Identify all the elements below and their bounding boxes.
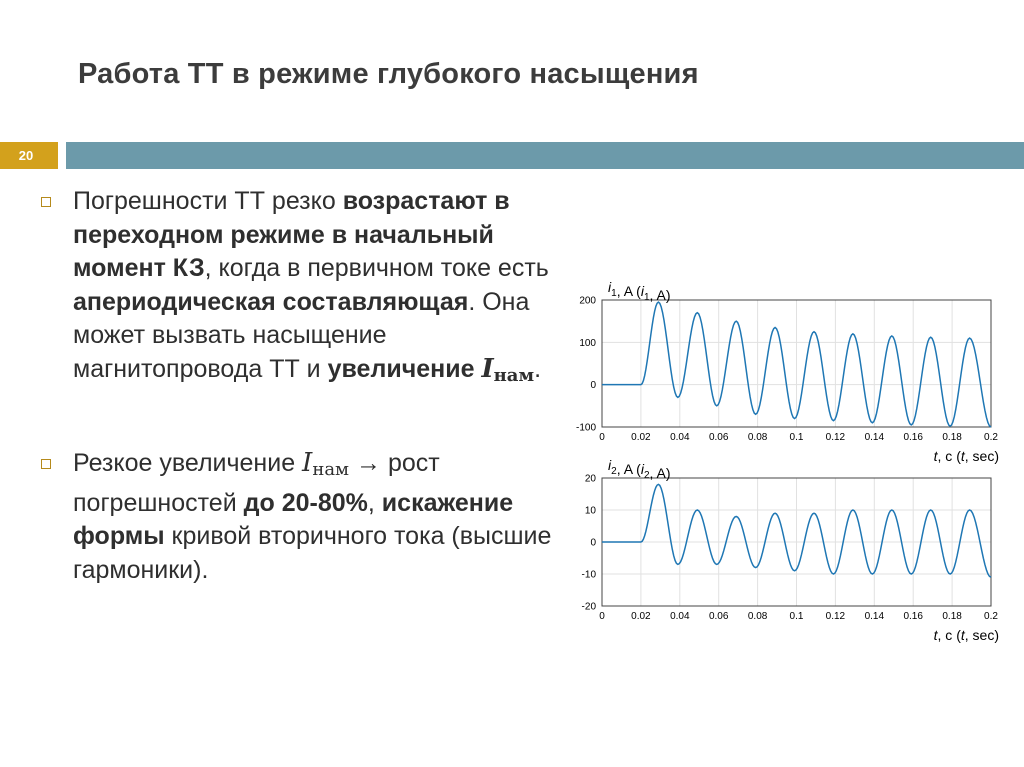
x-tick-label: 0 xyxy=(599,432,605,443)
slide-number: 20 xyxy=(18,148,34,163)
x-tick-label: 0.06 xyxy=(708,432,729,443)
x-axis-label: t, с (t, sec) xyxy=(933,627,999,643)
y-tick-label: 0 xyxy=(590,537,596,549)
b1-text-2: , когда в первичном токе есть xyxy=(204,254,549,282)
slide-number-badge xyxy=(0,142,58,169)
bullet-item-2 xyxy=(38,447,558,587)
b2-text-1: Резкое увеличение xyxy=(73,449,303,477)
slide-title: Работа ТТ в режиме глубокого насыщения xyxy=(78,58,699,90)
x-tick-label: 0.08 xyxy=(747,432,768,443)
x-tick-label: 0.12 xyxy=(825,611,846,622)
x-tick-label: 0.2 xyxy=(984,611,998,622)
x-tick-label: 0.14 xyxy=(864,611,885,622)
x-tick-label: 0.12 xyxy=(825,432,846,443)
x-tick-label: 0.04 xyxy=(670,611,690,622)
x-tick-label: 0.16 xyxy=(903,611,923,622)
y-tick-label: -10 xyxy=(581,569,596,581)
bullet-item-1 xyxy=(38,185,558,392)
y-tick-label: 200 xyxy=(579,295,596,307)
chart-title: $i_2$, A ($i_2$, A) xyxy=(608,457,671,481)
chart-title: $i_1$, A ($i_1$, A) xyxy=(608,279,671,303)
x-tick-label: 0 xyxy=(599,611,605,622)
y-tick-label: -20 xyxy=(581,601,596,613)
y-tick-label: 10 xyxy=(584,505,596,517)
x-tick-label: 0.16 xyxy=(903,432,923,443)
bullet-square-icon xyxy=(41,459,51,469)
bullet-square-icon xyxy=(41,197,51,207)
b1-text-3: . Она может вызвать насыщение магнитопровода ТТ и xyxy=(73,287,530,383)
b1-text-4: . xyxy=(534,354,542,383)
chart-2 xyxy=(582,457,999,643)
y-tick-label: 100 xyxy=(579,337,596,349)
current-charts xyxy=(560,270,1010,660)
b2-text-2: → рост погрешностей xyxy=(73,449,440,517)
b2-bold-2: искажение формы xyxy=(73,488,514,550)
b2-bold-1: до 20-80% xyxy=(243,488,368,517)
b1-text-1: Погрешности ТТ резко xyxy=(73,187,343,215)
x-tick-label: 0.04 xyxy=(670,432,690,443)
y-tick-label: -100 xyxy=(575,422,596,434)
header-bar xyxy=(66,142,1024,169)
x-tick-label: 0.02 xyxy=(631,611,651,622)
b1-bold-3: увеличение xyxy=(327,354,482,383)
x-tick-label: 0.18 xyxy=(942,611,962,622)
b2-text-3: , xyxy=(367,488,382,517)
b2-text-4: кривой вторичного тока (высшие гармоники). xyxy=(73,522,552,584)
bullet-list xyxy=(38,185,558,587)
x-tick-label: 0.08 xyxy=(747,611,768,622)
x-tick-label: 0.06 xyxy=(708,611,729,622)
b1-subscript: нам xyxy=(493,364,535,386)
x-tick-label: 0.18 xyxy=(942,432,962,443)
b1-bold-2: апериодическая составляющая xyxy=(73,287,469,316)
chart-1 xyxy=(576,279,999,464)
b1-symbol: I xyxy=(481,353,494,384)
x-tick-label: 0.02 xyxy=(631,432,651,443)
b2-symbol: I xyxy=(302,448,313,478)
b1-bold-1: возрастают в переходном режиме в начальный момент КЗ xyxy=(73,187,510,282)
b2-subscript: нам xyxy=(312,459,350,480)
x-axis-label: t, с (t, sec) xyxy=(933,448,999,464)
x-tick-label: 0.2 xyxy=(984,432,998,443)
x-tick-label: 0.1 xyxy=(789,432,804,443)
x-tick-label: 0.1 xyxy=(789,611,804,622)
y-tick-label: 20 xyxy=(584,473,596,485)
y-tick-label: 0 xyxy=(590,380,596,392)
x-tick-label: 0.14 xyxy=(864,432,885,443)
